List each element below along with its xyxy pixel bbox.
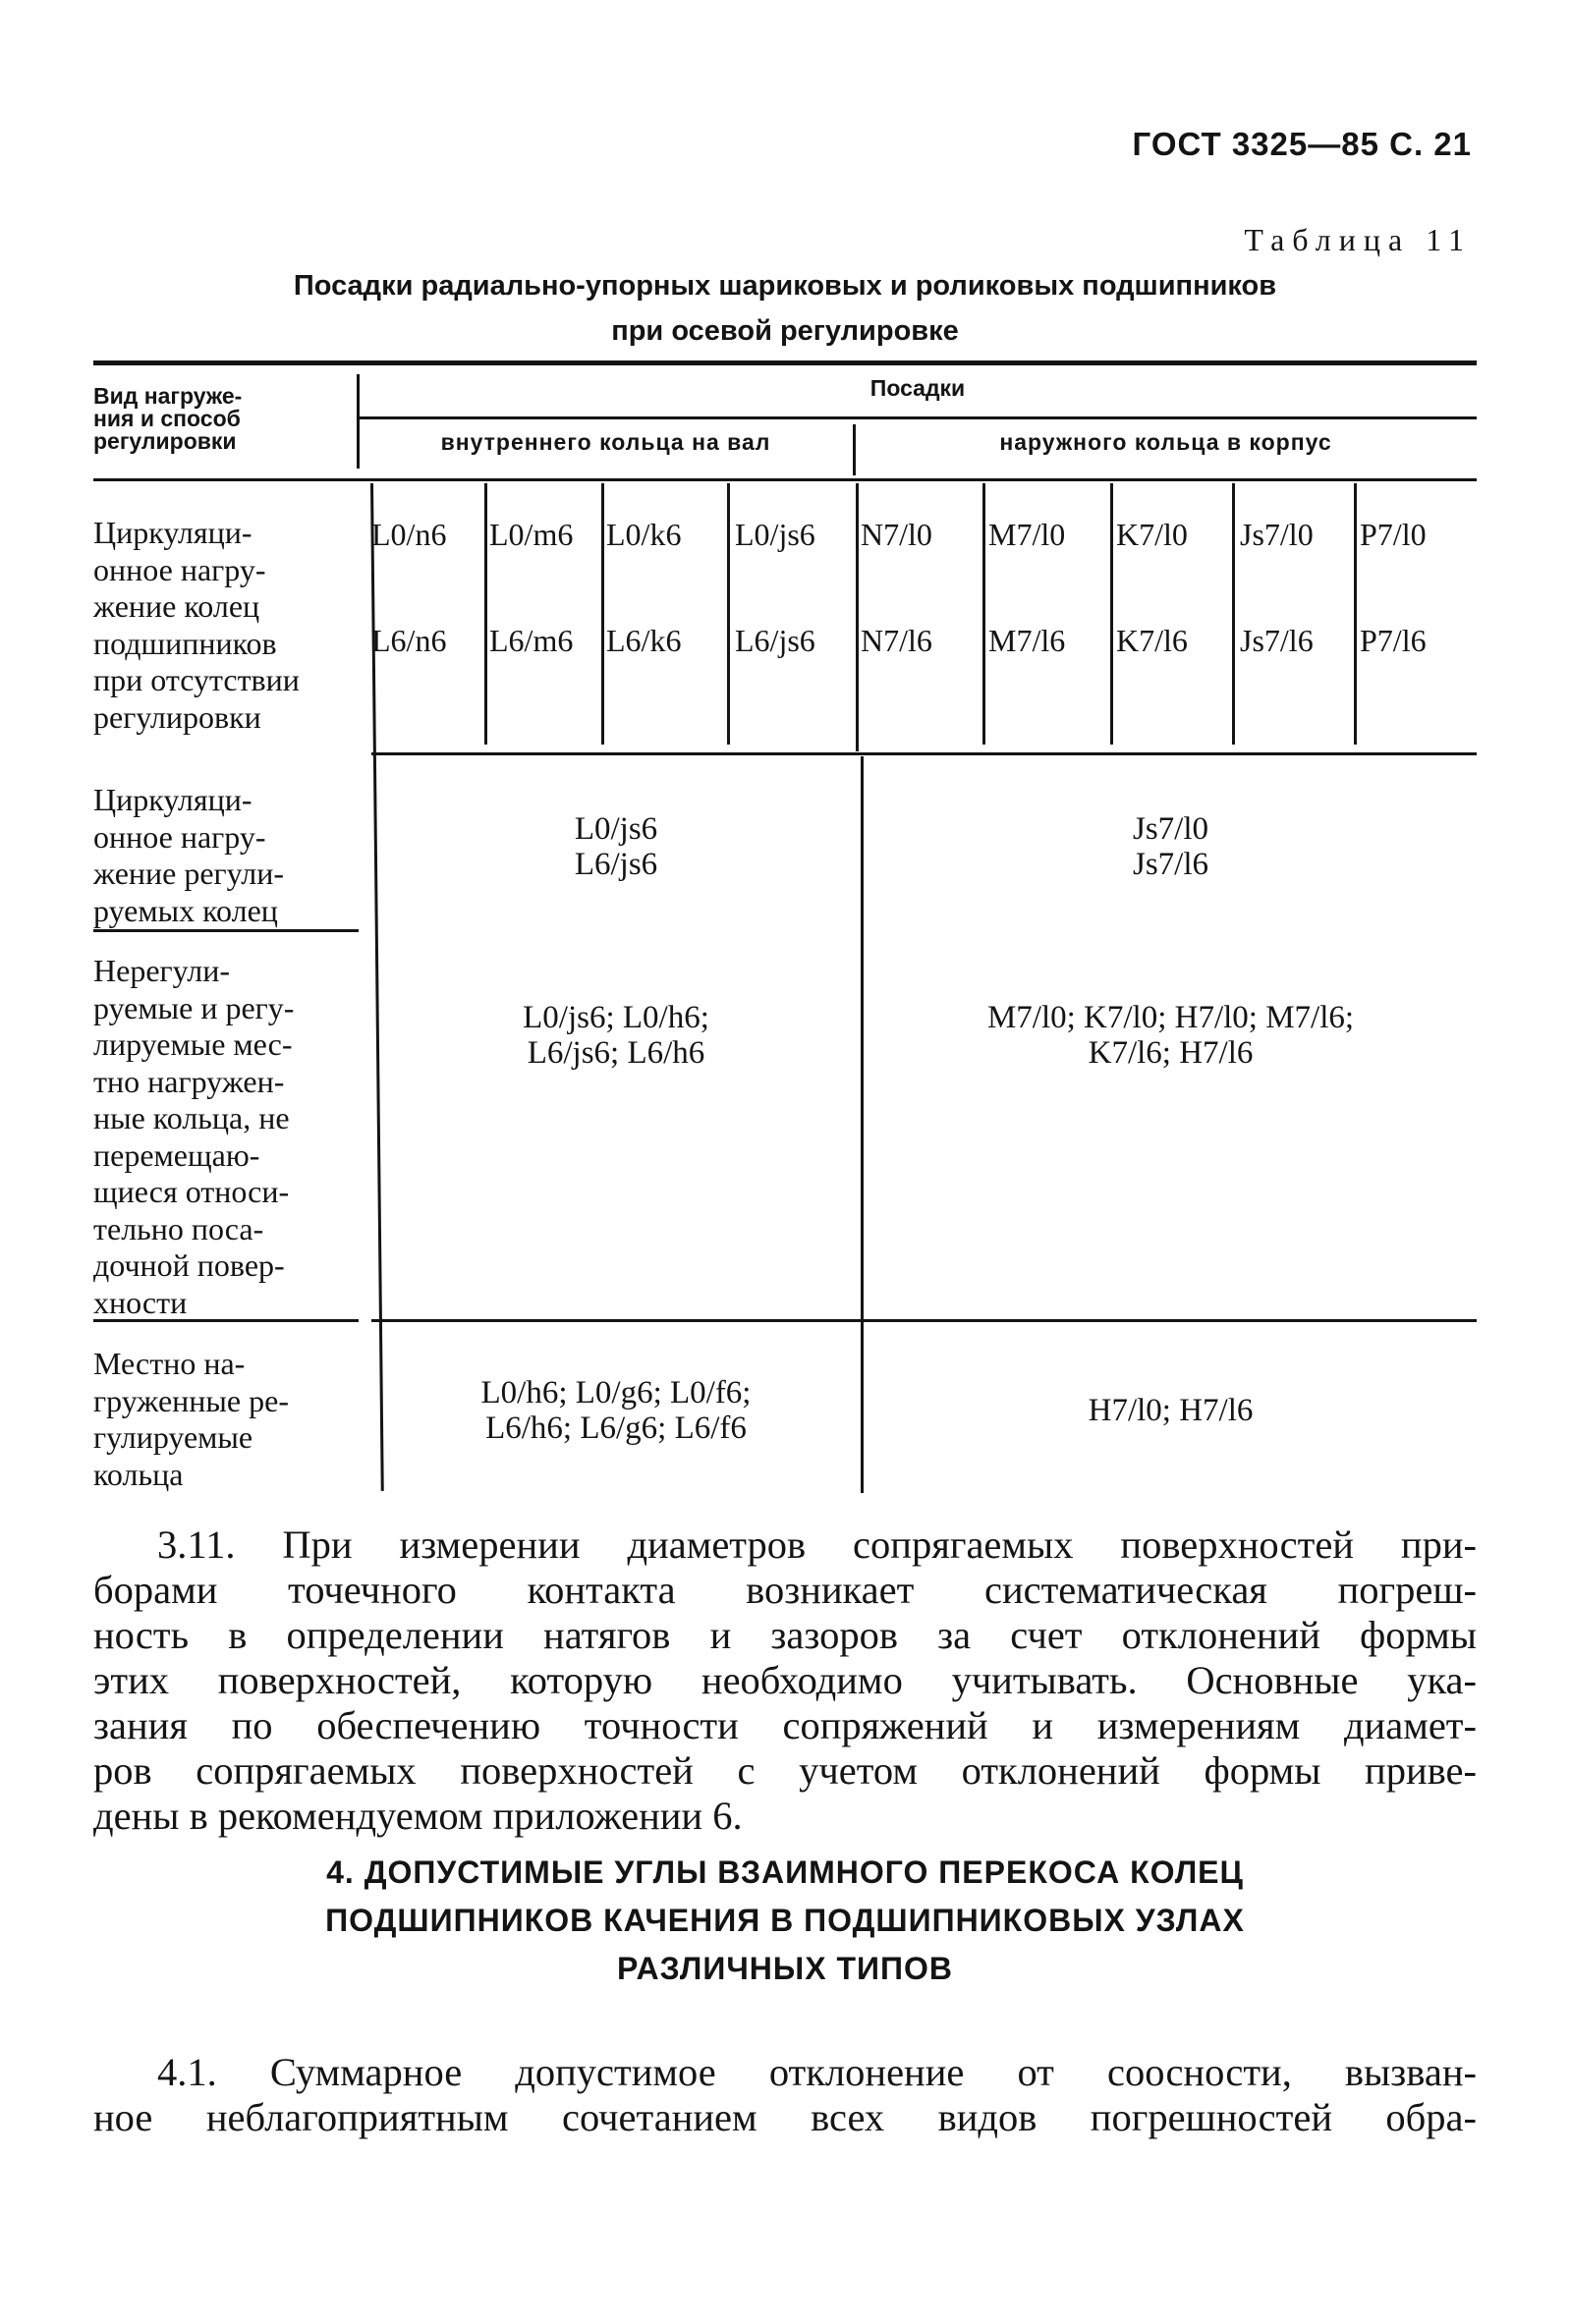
row-label-line: при отсутствии (93, 662, 300, 697)
column-header-load-line: ния и способ (93, 406, 241, 431)
row1-divider-3 (727, 483, 730, 745)
row-label-line: лируемые мес- (93, 1026, 293, 1062)
row-label-line: хности (93, 1284, 188, 1320)
paragraph-line: 4.1. Суммарное допустимое отклонение от соосности, вызван- (157, 2050, 1477, 2094)
row-3-label (93, 953, 359, 1321)
row-label-line: тно нагружен- (93, 1063, 285, 1099)
row-label-line: жение колец (93, 588, 260, 624)
fit-line: L6/h6; L6/g6; L6/f6 (485, 1411, 747, 1446)
column-header-fits: Посадки (869, 375, 966, 401)
fit-cell: L0/k6 (606, 517, 682, 552)
inner-outer-divider-row1 (856, 483, 859, 751)
column-header-inner-ring: внутреннего кольца на вал (440, 429, 771, 455)
fit-line: L0/js6; L0/h6; (523, 1000, 709, 1035)
fit-cell: M7/l6 (988, 623, 1066, 658)
row3-bottom-rule (371, 1319, 1477, 1322)
row-label-line: кольца (93, 1456, 184, 1492)
row-label-line: Циркуляци- (93, 782, 252, 817)
row-label-line: Нерегули- (93, 953, 230, 988)
column-header-load-type (93, 385, 349, 453)
row-label-line: перемещаю- (93, 1136, 260, 1173)
section-4-heading (0, 1849, 1570, 1993)
row-2-outer-fits (865, 811, 1477, 882)
row-label-line: руемых колец (93, 892, 278, 928)
paragraph-line: этих поверхностей, которую необходимо учитывать. Основные ука- (93, 1658, 1477, 1702)
paragraph-3-11 (93, 1522, 1477, 1839)
row1-divider-2 (601, 483, 604, 745)
fit-line: Js7/l0 (1132, 811, 1209, 847)
paragraph-4-1 (93, 2050, 1477, 2140)
fit-line: L0/js6 (574, 811, 658, 847)
paragraph-line: дены в рекомендуемом приложении 6. (93, 1794, 743, 1838)
row2-label-bottom-rule (93, 929, 359, 932)
fit-line: Js7/l6 (1132, 847, 1209, 882)
fit-line: L6/js6 (574, 847, 658, 882)
fit-cell: P7/l6 (1360, 623, 1427, 658)
row-label-line: ные кольца, не (93, 1100, 290, 1135)
row-label-line: онное нагру- (93, 818, 266, 855)
row-label-line: гулируемые (93, 1419, 253, 1455)
row-2-inner-fits (371, 811, 861, 882)
row-label-line: регулировки (93, 698, 261, 735)
row-3-inner-fits (371, 1000, 861, 1071)
paragraph-line: ров сопрягаемых поверхностей с учетом отклонений формы приве- (93, 1748, 1477, 1793)
paragraph-line: 3.11. При измерении диаметров сопрягаемых поверхностей при- (157, 1522, 1477, 1567)
fit-line: L0/h6; L0/g6; L0/f6; (480, 1375, 752, 1411)
row-4-inner-fits (371, 1375, 861, 1446)
row-label-line: жение регули- (93, 856, 285, 891)
table-title-line-1: Посадки радиально-упорных шариковых и роликовых подшипников (293, 270, 1277, 302)
row1-divider-4 (982, 483, 985, 745)
section-heading-line: 4. ДОПУСТИМЫЕ УГЛЫ ВЗАИМНОГО ПЕРЕКОСА КОЛЕЦ (326, 1854, 1244, 1890)
table-number: Таблица 11 (1244, 222, 1472, 257)
fit-cell: K7/l6 (1116, 623, 1188, 658)
section-heading-line: РАЗЛИЧНЫХ ТИПОВ (616, 1951, 954, 1986)
row1-bottom-rule (371, 752, 1477, 755)
row-1-label (93, 515, 359, 736)
fit-cell: Js7/l0 (1240, 517, 1314, 552)
row1-divider-7 (1354, 483, 1357, 745)
row-label-line: груженные ре- (93, 1382, 289, 1418)
row-4-outer-fits (865, 1393, 1477, 1428)
table-title-line-2: при осевой регулировке (611, 315, 959, 347)
fit-cell: N7/l6 (861, 623, 932, 658)
running-header: ГОСТ 3325—85 С. 21 (1132, 126, 1472, 162)
fit-cell: L0/js6 (735, 517, 815, 552)
fit-cell: L6/m6 (489, 623, 574, 658)
row-4-label (93, 1346, 359, 1493)
row1-divider-5 (1110, 483, 1113, 745)
row1-divider-6 (1232, 483, 1235, 745)
row1-divider-1 (484, 483, 487, 745)
table-title (0, 263, 1570, 354)
column-header-outer-ring: наружного кольца в корпус (999, 429, 1332, 455)
row-2-label (93, 782, 359, 929)
fit-cell: L6/js6 (735, 623, 815, 658)
row-label-line: Циркуляци- (93, 515, 252, 550)
inner-outer-divider-rows (861, 756, 864, 1493)
row-label-line: тельно поса- (93, 1210, 264, 1246)
fit-cell: Js7/l6 (1240, 623, 1314, 658)
paragraph-line: зания по обеспечению точности сопряжений и измерениям диамет- (93, 1703, 1477, 1747)
fit-cell: L0/n6 (371, 517, 447, 552)
row-label-line: онное нагру- (93, 551, 266, 587)
table-top-rule (93, 360, 1477, 365)
column-header-load-line: Вид нагруже- (93, 383, 243, 409)
fit-line: M7/l0; K7/l0; H7/l0; M7/l6; (986, 1000, 1355, 1035)
row-label-line: Местно на- (93, 1346, 246, 1381)
fit-cell: K7/l0 (1116, 517, 1188, 552)
section-heading-line: ПОДШИПНИКОВ КАЧЕНИЯ В ПОДШИПНИКОВЫХ УЗЛАХ (325, 1903, 1245, 1938)
header-sub-rule (359, 416, 1477, 419)
row-label-line: щиеся относи- (93, 1174, 290, 1209)
fit-cell: L0/m6 (489, 517, 574, 552)
paragraph-line: ность в определении натягов и зазоров за счет отклонений формы (93, 1613, 1477, 1657)
row-label-line: дочной повер- (93, 1247, 285, 1283)
fit-line: H7/l0; H7/l6 (1088, 1393, 1254, 1428)
fit-cell: N7/l0 (861, 517, 932, 552)
row-3-outer-fits (865, 1000, 1477, 1071)
fit-line: L6/js6; L6/h6 (527, 1035, 705, 1071)
header-bottom-rule (93, 478, 1477, 481)
fit-cell: L6/n6 (371, 623, 447, 658)
fit-cell: M7/l0 (988, 517, 1066, 552)
fit-cell: P7/l0 (1360, 517, 1427, 552)
paragraph-line: ное неблагоприятным сочетанием всех видов погрешностей обра- (93, 2095, 1477, 2139)
paragraph-line: борами точечного контакта возникает систематическая погреш- (93, 1568, 1477, 1612)
fit-line: K7/l6; H7/l6 (1088, 1035, 1254, 1071)
row-label-line: подшипников (93, 625, 277, 661)
column-header-load-line: регулировки (93, 428, 237, 454)
row-label-line: руемые и регу- (93, 989, 295, 1025)
fit-cell: L6/k6 (606, 623, 682, 658)
